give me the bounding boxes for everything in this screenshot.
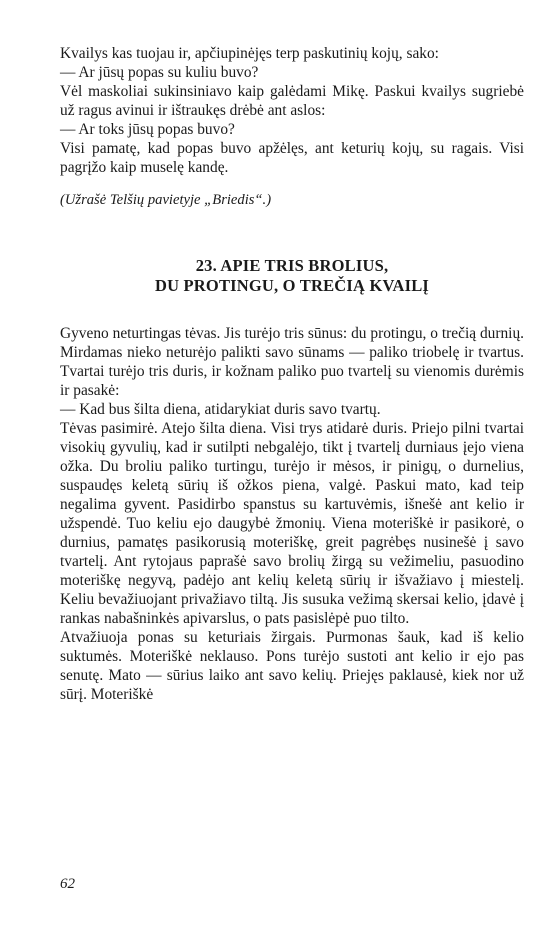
source-attribution: (Užrašė Telšių pavietyje „Briedis“.) [60, 192, 272, 208]
paragraph: Kvailys kas tuojau ir, apčiupinėjęs terp paskutinių kojų, sako: [60, 45, 439, 62]
dialogue-line: — Ar toks jūsų popas buvo? [60, 121, 235, 138]
story-body [60, 324, 524, 704]
previous-story-ending [60, 44, 524, 210]
paragraph: Atvažiuoja ponas su keturiais žirgais. Purmonas šauk, kad iš kelio suktumės. Moteriškė neklauso. Pons turėjo sustoti ant kelio ir ejo pas senutę. Mato — sūrius laiko ant savo kelių. Priejęs paklausė, kiek nor už sūrį. Moteriškė [60, 629, 524, 703]
book-page [60, 44, 524, 704]
paragraph: Tėvas pasimirė. Atejo šilta diena. Visi trys atidarė duris. Priejo pilni tvartai visokių gyvulių, kad ir sutilpti nebgalėjo, tikt į tvartelį durniaus įejo viena ožka. Du broliu paliko turtingu, turėjo ir mėsos, ir pinigų, o durnelius, suspaudęs keletą sūrių iš ožkos piena, valgė. Paskui mato, kad teip negalima gyvent. Pasidirbo spanstus su kartuvėmis, išnešė ant kelio ir užspendė. Tuo keliu ejo daugybė žmonių. Viena moteriškė ir pasikorė, o durnius, pamatęs pasikorusią moteriškę, greit pagrėbęs nusinešė į savo tvartelį. Ant rytojaus paprašė savo brolių žirgą su vežimeliu, pasuodino moteriškę negyvą, padėjo ant kelių keletą sūrių ir išvažiavo į miestelį. Keliu bevažiuojant privažiavo tiltą. Jis susuka vežimą skersai kelio, įdavė į rankas nabašninkės apivarslus, o pats pasislėpė puo tilto. [60, 420, 524, 627]
dialogue-line: — Kad bus šilta diena, atidarykiat duris savo tvartų. [60, 401, 381, 418]
story-title [60, 256, 524, 296]
page-number: 62 [60, 876, 75, 892]
story-title-line-2: DU PROTINGU, O TREČIĄ KVAILĮ [154, 276, 430, 295]
paragraph: Visi pamatę, kad popas buvo apžėlęs, ant keturių kojų, su ragais. Visi pagrįžo kaip muselę kandę. [60, 140, 524, 176]
story-title-line-1: 23. APIE TRIS BROLIUS, [195, 256, 389, 275]
paragraph: Gyveno neturtingas tėvas. Jis turėjo tris sūnus: du protingu, o trečią durnių. Mirdamas nieko neturėjo palikti savo sūnams — paliko triobelę ir tvartus. Tvartai turėjo tris duris, ir kožnam paliko puo tvartelį su vienomis durėmis ir pasakė: [60, 325, 524, 399]
paragraph: Vėl maskoliai sukinsiniavo kaip galėdami Mikę. Paskui kvailys sugriebė už ragus avinui ir ištraukęs drėbė ant aslos: [60, 83, 524, 119]
dialogue-line: — Ar jūsų popas su kuliu buvo? [60, 64, 259, 81]
